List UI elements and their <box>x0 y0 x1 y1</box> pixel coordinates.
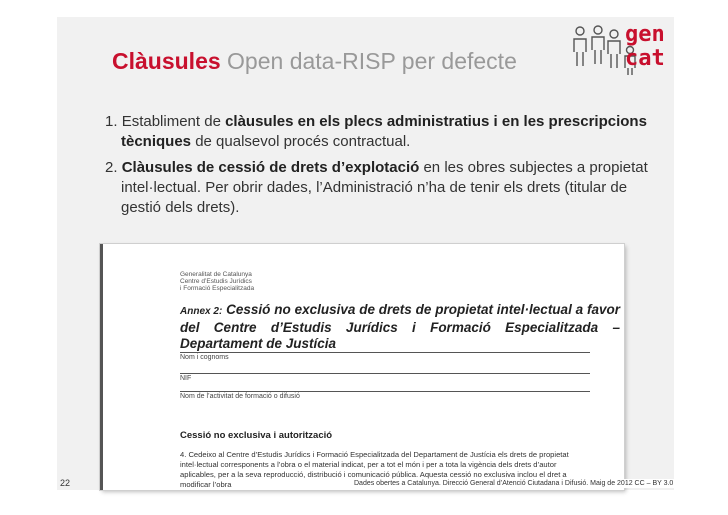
slide-number: 22 <box>60 478 71 488</box>
annex-label: Annex 2: <box>180 306 223 317</box>
title-light: Open data-RISP per defecte <box>227 48 517 74</box>
document-image <box>100 244 624 490</box>
document-edge <box>100 244 103 490</box>
annex-text: Cessió no exclusiva de drets de propietat intel·lectual a favor del Centre d’Estudis Jurídics i Formació Especialitzada – Departament de Justícia <box>180 302 620 351</box>
org-line: Generalitat de Catalunya <box>180 271 252 278</box>
item-text: Establiment de <box>121 113 226 130</box>
org-line: i Formació Especialitzada <box>180 285 255 292</box>
gencat-logo <box>620 24 690 74</box>
bullet-list <box>105 112 665 224</box>
item-bold: clàusules en els plecs administratius i en les prescripcions tècniques <box>121 113 647 150</box>
field-activity: Nom de l’activitat de formació o difusió <box>180 391 590 400</box>
item-number: 1. <box>105 113 122 130</box>
title-bold: Clàusules <box>112 48 221 74</box>
annex-title <box>180 302 620 352</box>
org-line: Centre d’Estudis Jurídics <box>180 278 252 285</box>
item-text: de qualsevol procés contractual. <box>191 133 411 150</box>
item-text: en les obres subjectes a propietat intel·lectual. Per obrir dades, l’Administració n’ha de tenir els drets (titular de gestió dels drets). <box>121 159 648 216</box>
footer-text: Dades obertes a Catalunya. Direcció General d’Atenció Ciutadana i Difusió. Maig de 2012 CC – BY 3.0 <box>350 479 677 488</box>
item-number: 2. <box>105 159 122 176</box>
list-item <box>105 158 665 218</box>
doc-organization <box>180 271 254 292</box>
field-nif: NIF <box>180 373 590 382</box>
logo-line1: gen <box>625 22 665 47</box>
slide-title <box>112 48 517 75</box>
doc-paragraph: 4. Cedeixo al Centre d’Estudis Jurídics i Formació Especialitzada del Departament de Justícia els drets de propietat intel·lectual corresponents a l’obra o el material indicat, per a tot el món i per a tota la vigència dels drets d’autor aplicables, per a la seva reproducció, distribució i comunicació pública. Aquesta cessió no exclusiva inclou el dret a modificar l’obra <box>180 450 569 489</box>
section-heading: Cessió no exclusiva i autorització <box>180 430 333 441</box>
list-item <box>105 112 665 152</box>
item-bold: Clàusules de cessió de drets d’explotació <box>121 159 420 176</box>
field-name: Nom i cognoms <box>180 352 590 361</box>
logo-line2: cat <box>625 46 665 71</box>
